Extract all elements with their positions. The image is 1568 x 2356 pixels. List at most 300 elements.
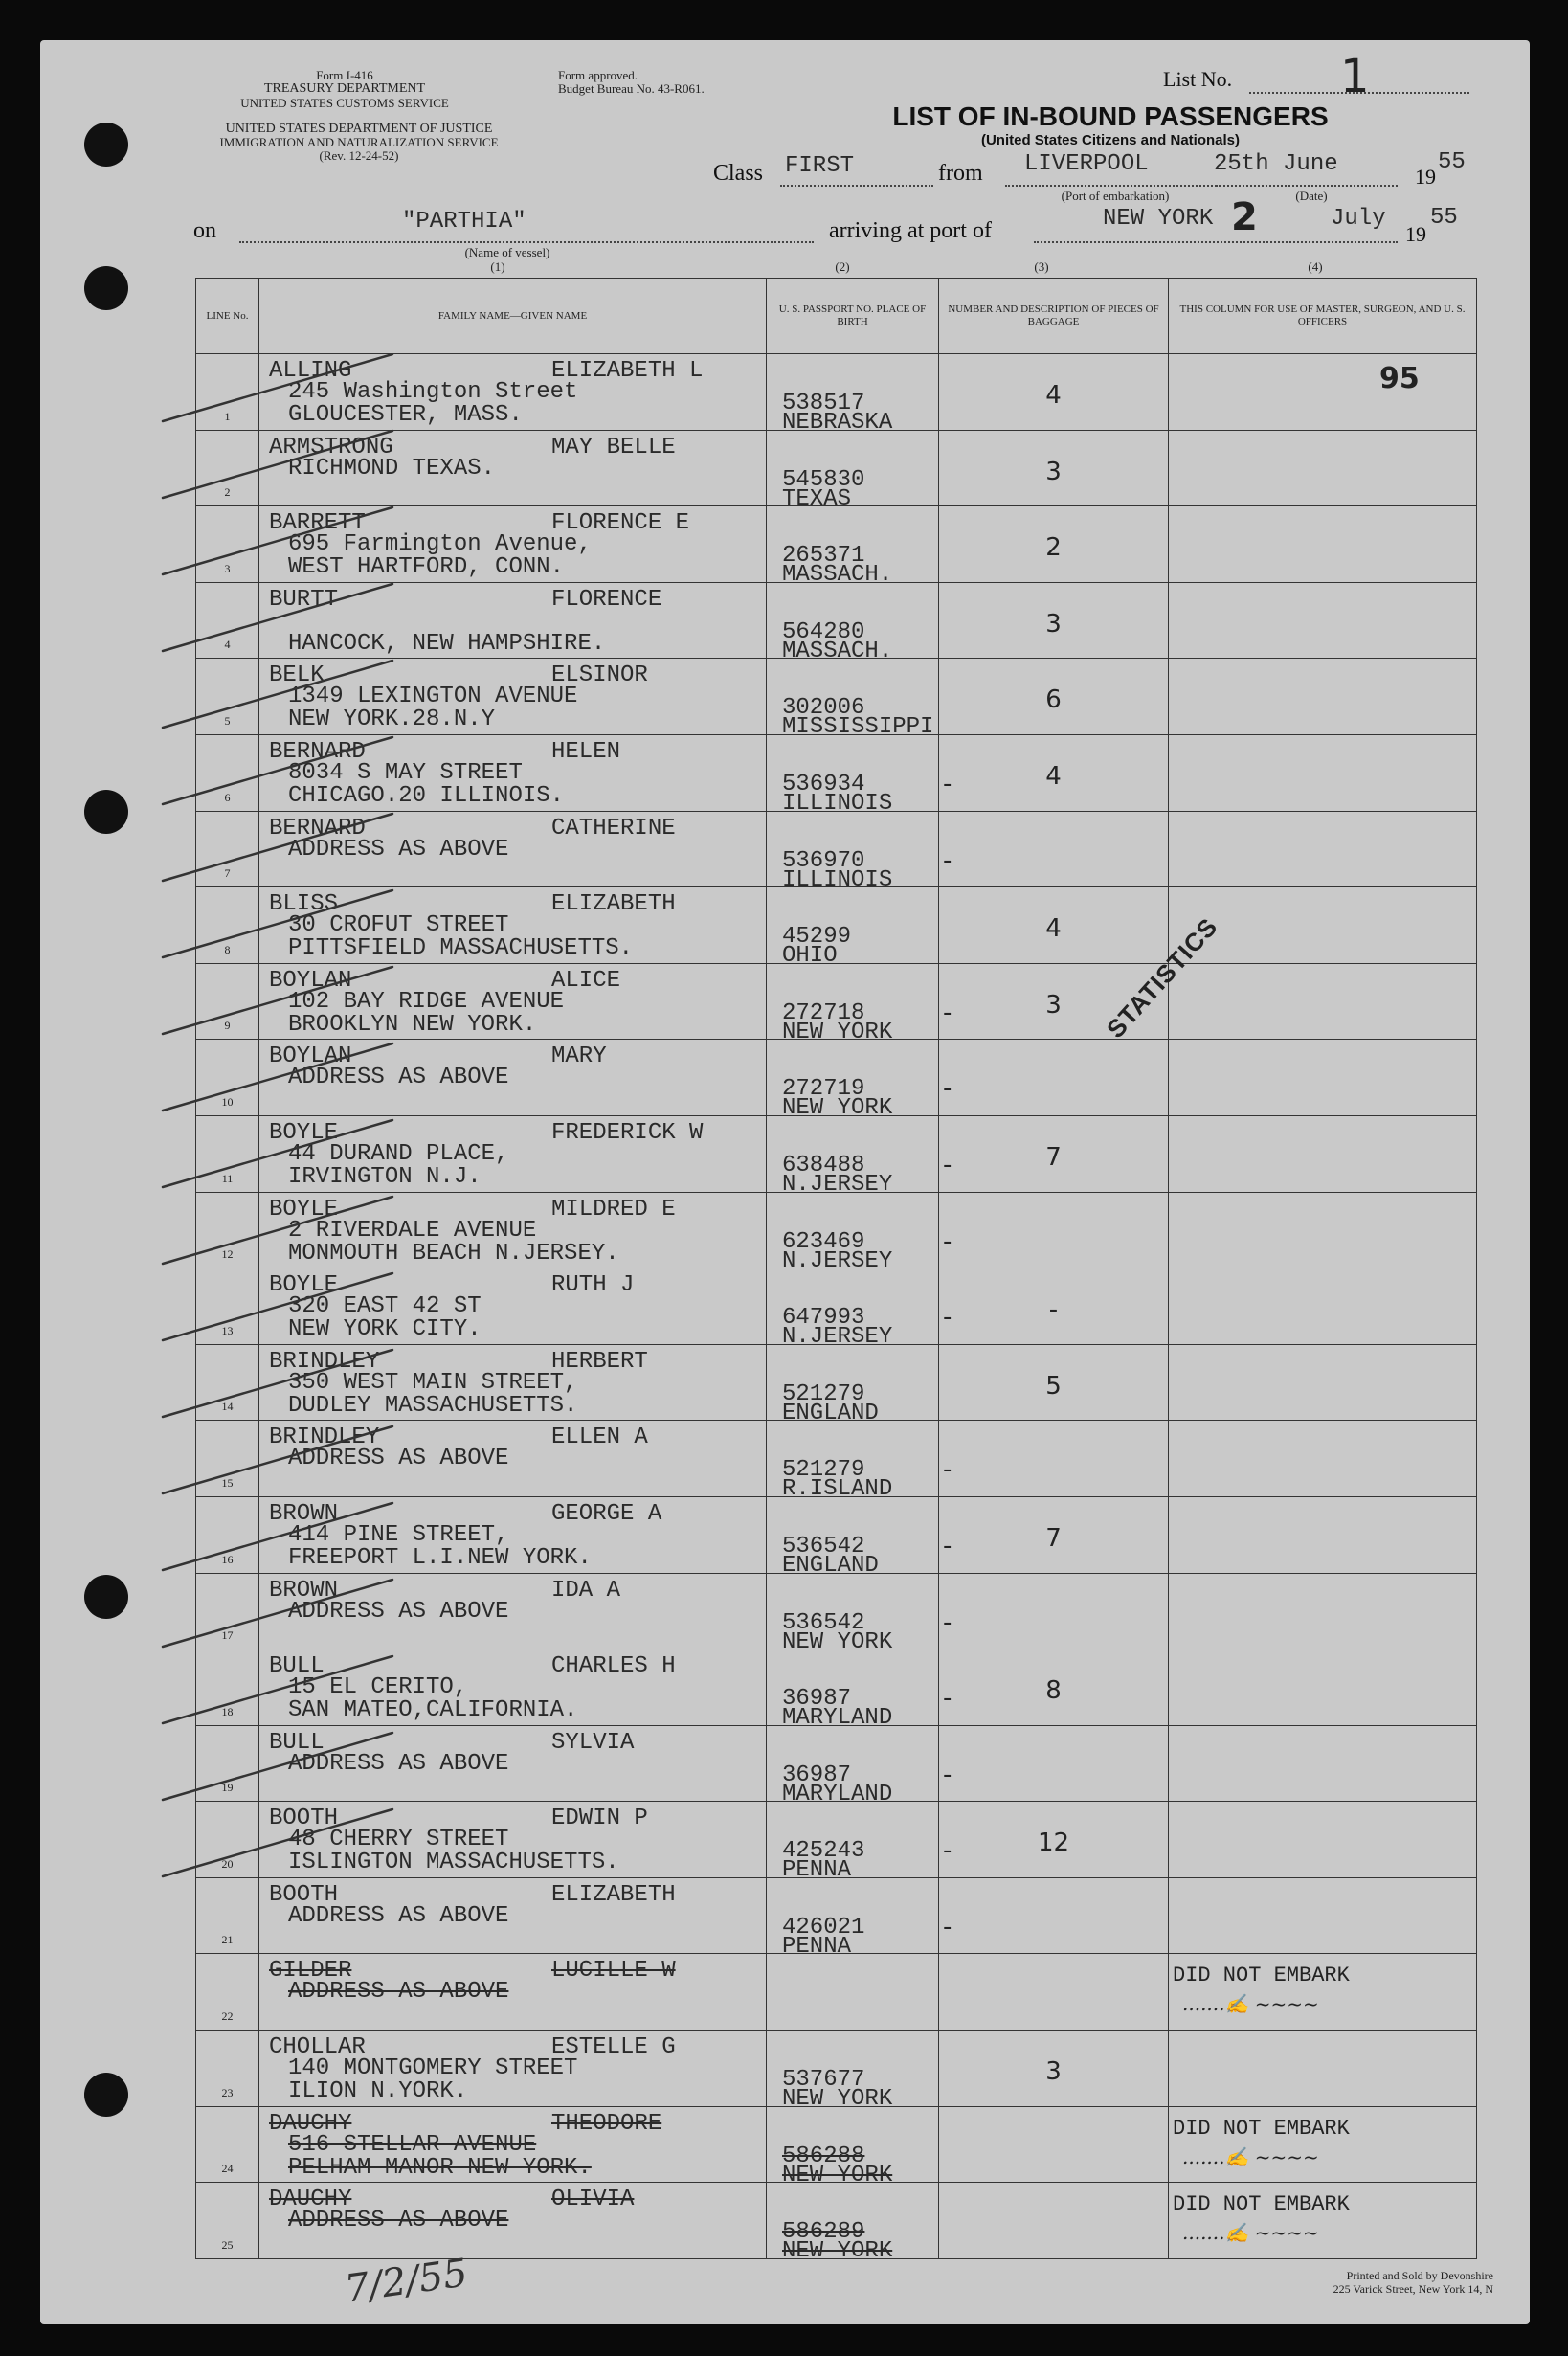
passport-cell — [767, 1421, 939, 1497]
given-name: ALICE — [551, 967, 621, 994]
passport-number: 538517 — [782, 391, 865, 416]
passport-number: 272718 — [782, 999, 865, 1026]
list-no-label: List No. — [1163, 67, 1233, 91]
statistics-stamp: STATISTICS — [1101, 911, 1223, 1044]
officer-initials: .......✍ ~~~~ — [1182, 2144, 1319, 2168]
dash-mark: - — [943, 1684, 952, 1714]
check-stroke — [163, 814, 392, 881]
family-name: BRINDLEY — [269, 1348, 380, 1375]
baggage-count: 3 — [1045, 990, 1062, 1020]
address-line-1: 695 Farmington Avenue, — [288, 531, 592, 558]
arrival-day: 2 — [1231, 195, 1258, 239]
officer-cell — [1169, 506, 1477, 583]
dash-mark: - — [943, 1607, 952, 1637]
check-stroke — [163, 1350, 392, 1417]
passport-number: 545830 — [782, 466, 865, 493]
baggage-count: 3 — [1045, 457, 1062, 486]
baggage-count: - — [1048, 1295, 1059, 1325]
justice-dept: UNITED STATES DEPARTMENT OF JUSTICE — [225, 122, 493, 136]
dash-mark: - — [943, 1074, 952, 1104]
baggage-cell — [939, 1268, 1169, 1345]
address-line-2: IRVINGTON N.J. — [288, 1163, 482, 1190]
given-name: ELIZABETH — [551, 891, 676, 918]
baggage-cell — [939, 2106, 1169, 2183]
family-name: BURTT — [269, 586, 339, 613]
arrival-line — [1034, 241, 1398, 243]
dash-mark: - — [943, 1150, 952, 1179]
passport-cell — [767, 506, 939, 583]
dash-mark: - — [943, 1836, 952, 1866]
table-header — [196, 279, 1477, 354]
baggage-count: 3 — [1045, 609, 1062, 639]
family-name: BROWN — [269, 1577, 339, 1604]
officer-cell — [1169, 811, 1477, 887]
place-of-birth: MARYLAND — [782, 1781, 893, 1802]
passport-number: 272719 — [782, 1076, 865, 1103]
line-number: 14 — [221, 1400, 234, 1414]
baggage-cell — [939, 582, 1169, 659]
ins-name: IMMIGRATION AND NATURALIZATION SERVICE — [219, 135, 499, 149]
address-line-1: 48 CHERRY STREET — [288, 1827, 509, 1853]
officer-cell — [1169, 1192, 1477, 1268]
given-name: SYLVIA — [551, 1729, 635, 1756]
binder-hole — [84, 266, 128, 310]
given-name: RUTH J — [551, 1272, 635, 1299]
passport-number: 537677 — [782, 2067, 865, 2094]
check-stroke — [163, 1120, 392, 1187]
officer-cell — [1169, 1649, 1477, 1726]
passport-cell — [767, 1268, 939, 1345]
form-number: Form I-416 — [316, 68, 373, 82]
embark-line — [1005, 185, 1221, 187]
check-stroke — [163, 1733, 392, 1800]
address-line-2: BROOKLYN NEW YORK. — [288, 1011, 537, 1038]
baggage-count: 3 — [1045, 2057, 1062, 2087]
officer-cell — [1169, 1421, 1477, 1497]
printer-line-2: 225 Varick Street, New York 14, N — [1333, 2282, 1493, 2296]
passport-number: 638488 — [782, 1152, 865, 1178]
passport-number: 45299 — [782, 924, 852, 951]
passport-cell — [767, 2031, 939, 2107]
family-name: BULL — [269, 1653, 325, 1680]
family-name: BOYLE — [269, 1272, 339, 1299]
passport-cell — [767, 1192, 939, 1268]
baggage-cell — [939, 1040, 1169, 1116]
place-of-birth: N.JERSEY — [782, 1171, 893, 1193]
col-officers: THIS COLUMN FOR USE OF MASTER, SURGEON, AND U. S. OFFICERS — [1169, 279, 1477, 354]
officer-cell — [1169, 1268, 1477, 1345]
baggage-cell — [939, 1573, 1169, 1649]
family-name: BROWN — [269, 1500, 339, 1527]
line-number: 13 — [221, 1323, 234, 1337]
dash-mark: - — [943, 769, 952, 798]
passport-number: 265371 — [782, 543, 865, 570]
place-of-birth: MASSACH. — [782, 638, 893, 659]
address-line-2: NEW YORK.28.N.Y — [288, 707, 496, 733]
baggage-count: 5 — [1045, 1371, 1062, 1401]
passport-number: 302006 — [782, 695, 865, 722]
col-name: FAMILY NAME—GIVEN NAME — [259, 279, 767, 354]
place-of-birth: ILLINOIS — [782, 866, 893, 887]
line-number: 19 — [221, 1781, 234, 1795]
vessel-line — [239, 241, 814, 243]
baggage-cell — [939, 1802, 1169, 1878]
arrival-month: July — [1331, 206, 1386, 232]
baggage-count: 7 — [1045, 1142, 1062, 1172]
col-num-3: (3) — [1034, 259, 1049, 274]
place-of-birth: NEW YORK — [782, 1628, 893, 1649]
passport-number: 536934 — [782, 771, 865, 797]
place-of-birth: R.ISLAND — [782, 1476, 893, 1497]
baggage-cell — [939, 1115, 1169, 1192]
place-of-birth: NEW YORK — [782, 2086, 893, 2107]
dash-mark: - — [943, 998, 952, 1027]
address-line-1: 516 STELLAR AVENUE — [288, 2131, 537, 2158]
given-name: LUCILLE W — [551, 1958, 676, 1985]
baggage-count: 2 — [1045, 533, 1062, 563]
given-name: FLORENCE E — [551, 510, 690, 537]
line-number: 7 — [224, 866, 231, 881]
place-of-birth: NEW YORK — [782, 1095, 893, 1116]
baggage-cell — [939, 1192, 1169, 1268]
line-number: 22 — [221, 2009, 234, 2024]
given-name: MAY BELLE — [551, 434, 676, 460]
address-line-1: 140 MONTGOMERY STREET — [288, 2055, 578, 2082]
family-name: BOOTH — [269, 1881, 339, 1908]
family-name: BOYLAN — [269, 1043, 352, 1070]
address-line-1: ADDRESS AS ABOVE — [288, 2208, 509, 2234]
family-name: GILDER — [269, 1958, 352, 1985]
given-name: ELIZABETH L — [551, 358, 704, 384]
check-stroke — [163, 1043, 392, 1111]
line-number: 6 — [224, 790, 231, 804]
dash-mark: - — [943, 1531, 952, 1560]
check-stroke — [163, 1426, 392, 1493]
dash-mark: - — [943, 1455, 952, 1485]
baggage-cell — [939, 1496, 1169, 1573]
officer-cell — [1169, 2031, 1477, 2107]
check-marks — [144, 354, 574, 2250]
embark-caption: (Port of embarkation) — [1061, 189, 1170, 203]
signature-date: 7/2/55 — [342, 2251, 471, 2312]
address-line-2: SAN MATEO,CALIFORNIA. — [288, 1697, 578, 1724]
passport-number: 36987 — [782, 1761, 852, 1788]
baggage-cell — [939, 1877, 1169, 1954]
passport-cell — [767, 2183, 939, 2259]
remark-text: DID NOT EMBARK — [1173, 2192, 1350, 2217]
passport-number: 536542 — [782, 1533, 865, 1559]
line-number: 1 — [224, 409, 231, 423]
given-name: GEORGE A — [551, 1500, 662, 1527]
line-number: 25 — [221, 2237, 234, 2252]
arrival-port: NEW YORK — [1103, 206, 1214, 232]
passport-cell — [767, 734, 939, 811]
passport-number: 426021 — [782, 1914, 865, 1941]
check-stroke — [163, 431, 392, 498]
vessel-caption: (Name of vessel) — [464, 245, 550, 259]
address-line-2: ILION N.YORK. — [288, 2078, 468, 2105]
passport-cell — [767, 1496, 939, 1573]
officer-cell — [1169, 734, 1477, 811]
address-line-1: ADDRESS AS ABOVE — [288, 1979, 509, 2006]
passport-cell — [767, 1954, 939, 2031]
line-number: 3 — [224, 561, 231, 575]
address-line-1: 30 CROFUT STREET — [288, 912, 509, 939]
place-of-birth: OHIO — [782, 943, 838, 964]
address-line-1: 44 DURAND PLACE, — [288, 1140, 509, 1167]
given-name: ELLEN A — [551, 1425, 648, 1451]
address-line-2: WEST HARTFORD, CONN. — [288, 554, 565, 581]
officer-cell — [1169, 2106, 1477, 2183]
given-name: EDWIN P — [551, 1806, 648, 1832]
given-name: OLIVIA — [551, 2187, 635, 2213]
passport-number: 586288 — [782, 2143, 865, 2169]
line-number: 23 — [221, 2085, 234, 2099]
list-no-value: 1 — [1340, 50, 1370, 103]
line-number: 10 — [221, 1094, 234, 1109]
form-title: LIST OF IN-BOUND PASSENGERS — [892, 101, 1329, 131]
year-prefix-arrival: 19 — [1405, 222, 1426, 246]
family-name: ARMSTRONG — [269, 434, 393, 460]
line-number: 18 — [221, 1704, 234, 1718]
year-prefix: 19 — [1415, 165, 1436, 189]
officer-cell — [1169, 1573, 1477, 1649]
check-stroke — [163, 890, 392, 957]
given-name: FREDERICK W — [551, 1119, 704, 1146]
family-name: CHOLLAR — [269, 2034, 366, 2061]
passport-cell — [767, 1344, 939, 1421]
class-line — [780, 185, 933, 187]
line-number: 20 — [221, 1856, 234, 1871]
place-of-birth: ENGLAND — [782, 1400, 879, 1421]
passport-number: 623469 — [782, 1228, 865, 1255]
family-name: BELK — [269, 662, 325, 689]
address-line-1: 102 BAY RIDGE AVENUE — [288, 988, 565, 1015]
check-stroke — [163, 1656, 392, 1723]
officer-initials: .......✍ ~~~~ — [1182, 1992, 1319, 2016]
family-name: BOYLE — [269, 1196, 339, 1223]
address-line-1: 1349 LEXINGTON AVENUE — [288, 684, 578, 710]
given-name: FLORENCE — [551, 586, 662, 613]
baggage-cell — [939, 1649, 1169, 1726]
baggage-cell — [939, 811, 1169, 887]
dash-mark: - — [943, 845, 952, 875]
passport-number: 647993 — [782, 1305, 865, 1332]
baggage-count: 8 — [1045, 1676, 1062, 1706]
family-name: BOYLE — [269, 1119, 339, 1146]
vessel-name: "PARTHIA" — [402, 209, 526, 235]
address-line-1: ADDRESS AS ABOVE — [288, 1446, 509, 1472]
family-name: DAUCHY — [269, 2187, 352, 2213]
date-line — [1211, 185, 1398, 187]
port-of-embarkation: LIVERPOOL — [1024, 151, 1149, 177]
line-number: 24 — [221, 2162, 234, 2176]
passport-number: 536970 — [782, 847, 865, 874]
baggage-cell — [939, 2031, 1169, 2107]
baggage-cell — [939, 887, 1169, 964]
remark-text: DID NOT EMBARK — [1173, 1963, 1350, 1988]
address-line-2: FREEPORT L.I.NEW YORK. — [288, 1544, 592, 1571]
passport-cell — [767, 1802, 939, 1878]
baggage-cell — [939, 1421, 1169, 1497]
passport-number: 521279 — [782, 1380, 865, 1407]
address-line-2: ISLINGTON MASSACHUSETTS. — [288, 1850, 619, 1876]
form-subtitle: (United States Citizens and Nationals) — [980, 132, 1241, 148]
address-line-2: CHICAGO.20 ILLINOIS. — [288, 782, 565, 809]
binder-hole — [84, 123, 128, 167]
passport-cell — [767, 887, 939, 964]
check-stroke — [163, 1197, 392, 1264]
arriving-label: arriving at port of — [829, 218, 992, 243]
address-line-2: MONMOUTH BEACH N.JERSEY. — [288, 1240, 619, 1267]
officer-cell — [1169, 1115, 1477, 1192]
col-baggage: NUMBER AND DESCRIPTION OF PIECES OF BAGGAGE — [939, 279, 1169, 354]
passport-cell — [767, 582, 939, 659]
given-name: HERBERT — [551, 1348, 648, 1375]
passport-cell — [767, 430, 939, 506]
officer-cell — [1169, 1725, 1477, 1802]
given-name: THEODORE — [551, 2110, 662, 2137]
baggage-count: 4 — [1045, 381, 1062, 410]
address-line-2: HANCOCK, NEW HAMPSHIRE. — [288, 630, 606, 657]
place-of-birth: NEW YORK — [782, 2162, 893, 2183]
officer-cell — [1169, 1040, 1477, 1116]
baggage-cell — [939, 1725, 1169, 1802]
baggage-cell — [939, 2183, 1169, 2259]
binder-hole — [84, 1575, 128, 1619]
family-name: ALLING — [269, 358, 352, 384]
address-line-1: 245 Washington Street — [288, 379, 578, 405]
dept-name: TREASURY DEPARTMENT — [263, 81, 426, 96]
col-num-2: (2) — [835, 259, 850, 274]
check-stroke — [163, 507, 392, 574]
budget-bureau: Budget Bureau No. 43-R061. — [558, 81, 705, 96]
passport-cell — [767, 963, 939, 1040]
line-number: 2 — [224, 485, 231, 500]
address-line-1: ADDRESS AS ABOVE — [288, 836, 509, 863]
form-approved: Form approved. — [558, 68, 638, 82]
address-line-1: 414 PINE STREET, — [288, 1521, 509, 1548]
class-label: Class — [713, 161, 764, 186]
address-line-2: NEW YORK CITY. — [288, 1316, 482, 1343]
given-name: IDA A — [551, 1577, 621, 1604]
check-stroke — [163, 1273, 392, 1340]
officer-cell — [1169, 430, 1477, 506]
address-line-1: RICHMOND TEXAS. — [288, 455, 496, 482]
baggage-count: 4 — [1045, 914, 1062, 944]
line-number: 21 — [221, 1933, 234, 1947]
from-label: from — [938, 161, 983, 186]
family-name: BERNARD — [269, 738, 366, 765]
customs-service: UNITED STATES CUSTOMS SERVICE — [240, 96, 449, 110]
family-name: DAUCHY — [269, 2110, 352, 2137]
passport-cell — [767, 1649, 939, 1726]
family-name: BOOTH — [269, 1806, 339, 1832]
place-of-birth: N.JERSEY — [782, 1247, 893, 1268]
binder-hole — [84, 2073, 128, 2117]
officer-cell — [1169, 963, 1477, 1040]
given-name: MARY — [551, 1043, 607, 1070]
check-stroke — [163, 737, 392, 804]
passport-cell — [767, 354, 939, 431]
given-name: ELSINOR — [551, 662, 648, 689]
baggage-cell — [939, 430, 1169, 506]
printer-line-1: Printed and Sold by Devonshire — [1346, 2269, 1493, 2282]
passport-cell — [767, 1573, 939, 1649]
given-name: MILDRED E — [551, 1196, 676, 1223]
baggage-cell — [939, 659, 1169, 735]
officer-cell — [1169, 1802, 1477, 1878]
baggage-cell — [939, 1954, 1169, 2031]
officer-cell — [1169, 1877, 1477, 1954]
col-num-4: (4) — [1308, 259, 1323, 274]
dash-mark: - — [943, 1226, 952, 1256]
address-line-1: 320 EAST 42 ST — [288, 1293, 482, 1320]
place-of-birth: MARYLAND — [782, 1705, 893, 1726]
col-num-1: (1) — [490, 259, 505, 274]
passport-number: 536542 — [782, 1609, 865, 1636]
passport-cell — [767, 1115, 939, 1192]
line-number: 9 — [224, 1019, 231, 1033]
address-line-2: GLOUCESTER, MASS. — [288, 402, 523, 428]
dash-mark: - — [943, 1303, 952, 1333]
given-name: ESTELLE G — [551, 2034, 676, 2061]
passport-cell — [767, 1877, 939, 1954]
passport-cell — [767, 1725, 939, 1802]
passport-number: 564280 — [782, 618, 865, 645]
passport-number: 521279 — [782, 1457, 865, 1484]
baggage-count: 6 — [1045, 685, 1062, 715]
given-name: CHARLES H — [551, 1653, 676, 1680]
officer-cell — [1169, 2183, 1477, 2259]
line-number: 17 — [221, 1628, 234, 1643]
line-number: 16 — [221, 1552, 234, 1566]
line-number: 8 — [224, 942, 231, 956]
line-number: 15 — [221, 1475, 234, 1490]
place-of-birth: NEBRASKA — [782, 410, 893, 431]
place-of-birth: TEXAS — [782, 485, 852, 506]
officer-cell — [1169, 659, 1477, 735]
place-of-birth: NEW YORK — [782, 2238, 893, 2259]
address-line-1: 350 WEST MAIN STREET, — [288, 1369, 578, 1396]
check-stroke — [163, 1809, 392, 1876]
place-of-birth: ILLINOIS — [782, 790, 893, 812]
line-number: 12 — [221, 1247, 234, 1262]
col-line-no: LINE No. — [196, 279, 259, 354]
officer-cell — [1169, 1954, 1477, 2031]
officer-cell — [1169, 1496, 1477, 1573]
address-line-1: ADDRESS AS ABOVE — [288, 1902, 509, 1929]
place-of-birth: NEW YORK — [782, 1019, 893, 1040]
place-of-birth: ENGLAND — [782, 1552, 879, 1573]
family-name: BOYLAN — [269, 967, 352, 994]
check-stroke — [163, 661, 392, 728]
col-passport: U. S. PASSPORT NO. PLACE OF BIRTH — [767, 279, 939, 354]
address-line-1: 2 RIVERDALE AVENUE — [288, 1217, 537, 1244]
departure-year: 55 — [1438, 149, 1466, 175]
baggage-count: 4 — [1045, 761, 1062, 791]
passport-cell — [767, 659, 939, 735]
date-caption: (Date) — [1295, 189, 1328, 203]
address-line-1: 15 EL CERITO, — [288, 1674, 468, 1701]
place-of-birth: PENNA — [782, 1857, 852, 1878]
officer-cell — [1169, 582, 1477, 659]
officer-cell — [1169, 354, 1477, 431]
passport-number: 36987 — [782, 1686, 852, 1713]
address-line-1: 8034 S MAY STREET — [288, 759, 523, 786]
address-line-2: PITTSFIELD MASSACHUSETTS. — [288, 935, 634, 962]
address-line-1: ADDRESS AS ABOVE — [288, 1750, 509, 1777]
